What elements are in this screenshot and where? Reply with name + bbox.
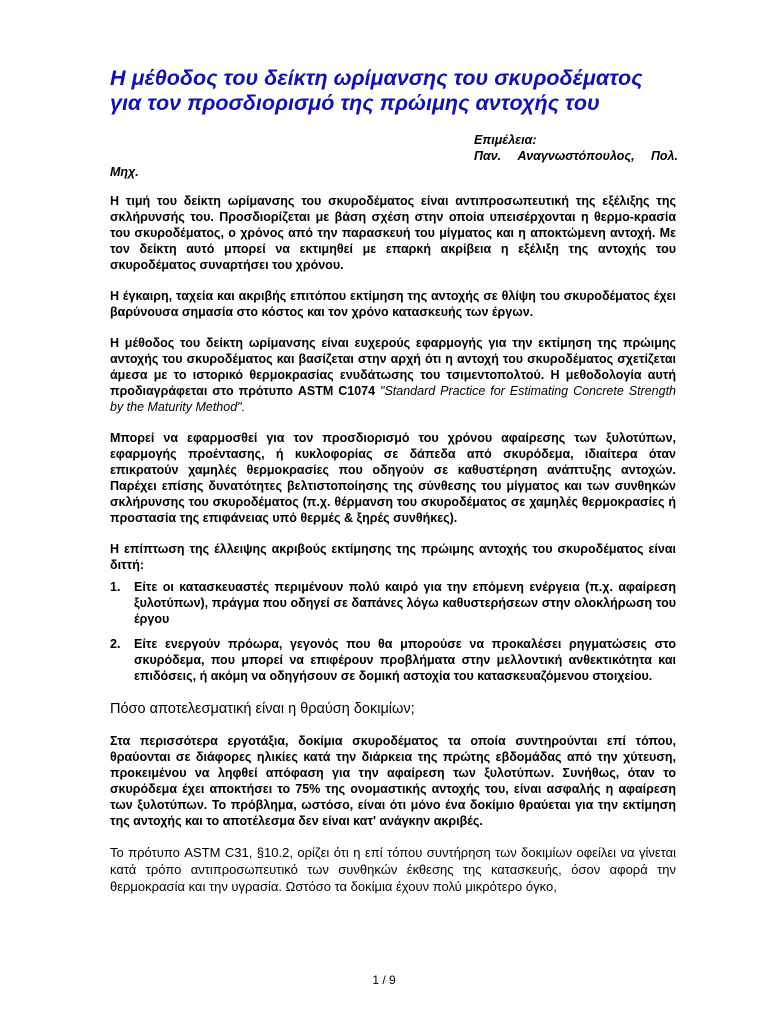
credit-label: Επιμέλεια: — [474, 133, 537, 147]
credit-name-line — [474, 148, 678, 164]
paragraph-early-estimation: Η έγκαιρη, ταχεία και ακριβής επιτόπου εκτίμηση της αντοχής σε θλίψη του σκυροδέματος έχει βαρύνουσα σημασία στο κόστος και τον χρόνο κατασκευής των έργων. — [110, 289, 676, 319]
title-line-1: Η μέθοδος του δείκτη ωρίμανσης του σκυροδέματος — [110, 66, 643, 90]
astm-text: Η μέθοδος του δείκτη ωρίμανσης είναι ευχερούς εφαρμογής για την εκτίμηση της πρώιμης αντοχής του σκυροδέματος και βασίζεται στην αρχή ότι η αντοχή του σκυροδέματος σχετίζεται άμεσα με το ιστορικό θερμοκρασίας ενυδάτωσης του τσιμεντοπολτού. Η μεθοδολογία αυτή προδιαγράφεται στο πρότυπο ASTM C1074 — [110, 336, 676, 398]
list-item — [110, 579, 676, 627]
section-heading: Πόσο αποτελεσματική είναι η θραύση δοκιμίων; — [110, 701, 415, 717]
astm-standard-title: "Standard Practice for Estimating Concrete Strength by the Maturity Method" — [110, 384, 676, 414]
paragraph-applications: Μπορεί να εφαρμοσθεί για τον προσδιορισμό του χρόνου αφαίρεσης των ξυλοτύπων, εφαρμογής προέντασης, ή κυκλοφορίας σε δάπεδα από σκυρόδεμα, ιδιαίτερα όταν επικρατούν χαμηλές θερμοκρασίες που οδηγούν σε καθυστέρηση ανάπτυξης αντοχών. Παρέχει επίσης δυνατότητες βελτιστοποίησης της σύνθεσης του μίγματος και των συνθηκών σκλήρυνσης του σκυροδέματος (π.χ. θέρμανση του σκυροδέματος σε χαμηλές θερμοκρασίες ή προστασία της επιφάνειας υπό θερμές & ξηρές συνθήκες). — [110, 431, 676, 525]
document-body — [110, 193, 676, 895]
credit-name-c: Πολ. — [650, 149, 678, 163]
paragraph-astm-c31: Το πρότυπο ASTM C31, §10.2, ορίζει ότι η επί τόπου συντήρηση των δοκιμίων οφείλει να γίνεται κατά τρόπο αντιπροσωπευτικό των συνθηκών έκθεσης της κατασκευής, όσον αφορά την θερμοκρασία και την υγρασία. Ωστόσο τα δοκίμια έχουν πολύ μικρότερο όγκο, — [110, 845, 676, 894]
author-credit — [474, 132, 678, 164]
paragraph-astm-c1074 — [110, 335, 676, 415]
astm-end: . — [241, 400, 246, 414]
list-item-number: 2. — [110, 637, 121, 651]
list-item-text: Είτε οι κατασκευαστές περιμένουν πολύ καιρό για την επόμενη ενέργεια (π.χ. αφαίρεση ξυλοτύπων), πράγμα που οδηγεί σε δαπάνες λόγω καθυστερήσεων στην ολοκλήρωση του έργου — [134, 580, 676, 626]
paragraph-maturity-index: Η τιμή του δείκτη ωρίμανσης του σκυροδέματος είναι αντιπροσωπευτική της εξέλιξης της σκλήρυνσής του. Προσδιορίζεται με βάση σχέση στην οποία υπεισέρχονται η θερμο-κρασία του σκυροδέματος, ο χρόνος από την παρασκευή του μίγματος και η αποκτώμενη αντοχή. Με τον δείκτη αυτό μπορεί να εκτιμηθεί με επαρκή ακρίβεια η εξέλιξη της αντοχής του σκυροδέματος συναρτήσει του χρόνου. — [110, 194, 676, 272]
list-item-number: 1. — [110, 580, 121, 594]
paragraph-site-specimens: Στα περισσότερα εργοτάξια, δοκίμια σκυροδέματος τα οποία συντηρούνται επί τόπου, θραύονται σε διάφορες ηλικίες κατά την διάρκεια της πρώτης εβδομάδας από την χύτευση, προκειμένου να ληφθεί απόφαση για την αφαίρεση των ξυλοτύπων. Συνήθως, όταν το σκυρόδεμα έχει αποκτήσει το 75% της ονομαστικής αντοχής του, είναι ασφαλής η αφαίρεση των ξυλοτύπων. Το πρόβλημα, ωστόσο, είναι ότι μόνο ένα δοκίμιο θραύεται για την εκτίμηση της αντοχής και το αποτέλεσμα δεν είναι κατ' ανάγκην ακριβές. — [110, 734, 676, 828]
credit-name-tail: Μηχ. — [110, 165, 139, 179]
paragraph-impact: Η επίπτωση της έλλειψης ακριβούς εκτίμησης της πρώιμης αντοχής του σκυροδέματος είναι διττή: — [110, 542, 676, 572]
impact-list — [110, 579, 676, 684]
credit-name-b: Αναγνωστόπουλος, — [517, 149, 635, 163]
page-number: 1 / 9 — [372, 973, 396, 987]
document-title — [110, 66, 690, 116]
title-line-2: για τον προσδιορισμό της πρώιμης αντοχής του — [110, 91, 600, 115]
list-item — [110, 636, 676, 684]
credit-name-a: Παν. — [474, 149, 502, 163]
list-item-text: Είτε ενεργούν πρόωρα, γεγονός που θα μπορούσε να προκαλέσει ρηγματώσεις στο σκυρόδεμα, που μπορεί να επιφέρουν προβλήματα στην μελλοντική ανθεκτικότητα και επιδόσεις, ή ακόμη να οδηγήσουν σε δομική αστοχία του κατασκευαζόμενου στοιχείου. — [134, 637, 676, 683]
